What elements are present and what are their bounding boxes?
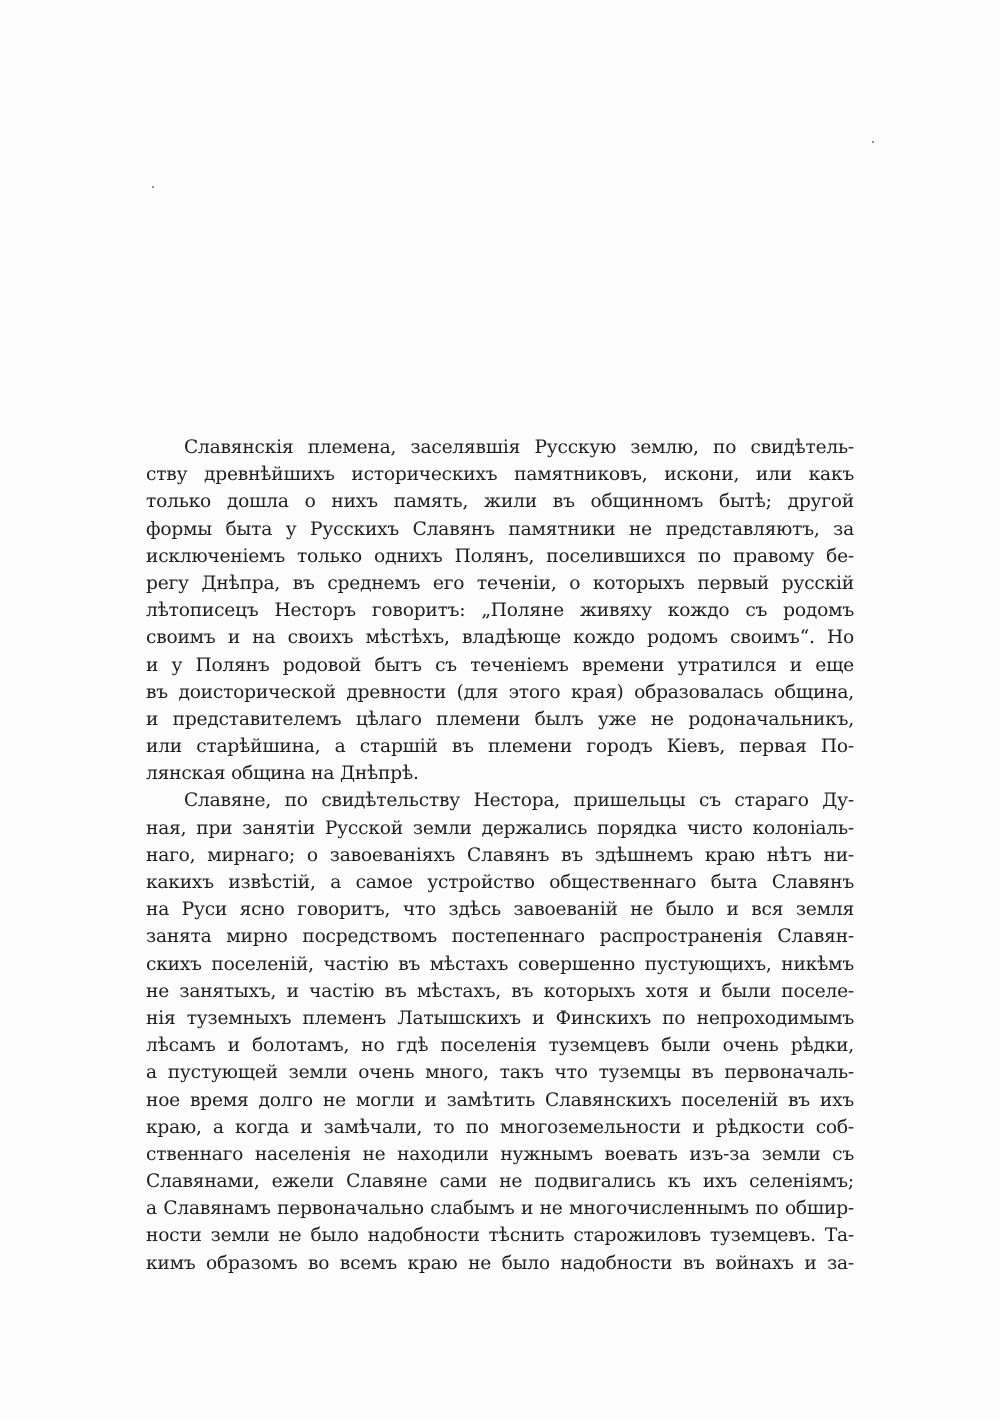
text-line: своимъ и на своихъ мѣстѣхъ, владѣюще кождо родомъ своимъ“. Но bbox=[146, 627, 854, 649]
text-line: или старѣйшина, а старшій въ племени городъ Кіевъ, первая По- bbox=[146, 736, 854, 758]
text-line: ное время долго не могли и замѣтить Славянскихъ поселеній въ ихъ bbox=[146, 1089, 854, 1111]
paragraph-1 bbox=[146, 434, 854, 787]
scan-speck bbox=[152, 186, 154, 188]
text-line: формы быта у Русскихъ Славянъ памятники не представляютъ, за bbox=[146, 518, 854, 540]
text-line: а Славянамъ первоначально слабымъ и не многочисленнымъ по обшир- bbox=[146, 1198, 854, 1220]
text-line: и у Полянъ родовой бытъ съ теченіемъ времени утратился и еще bbox=[146, 654, 854, 676]
text-line: не занятыхъ, и частію въ мѣстахъ, въ которыхъ хотя и были поселе- bbox=[146, 980, 854, 1002]
text-line: на Руси ясно говоритъ, что здѣсь завоеваній не было и вся земля bbox=[146, 899, 854, 921]
text-line: ственнаго населенія не находили нужнымъ воевать изъ-за земли съ bbox=[146, 1143, 854, 1165]
text-line: въ доисторической древности (для этого края) образовалась община, bbox=[146, 681, 854, 703]
text-line: лѣтописецъ Несторъ говоритъ: „Поляне живяху кождо съ родомъ bbox=[146, 600, 854, 622]
text-line: а пустующей земли очень много, такъ что туземцы въ первоначаль- bbox=[146, 1062, 854, 1084]
text-line: Славянами, ежели Славяне сами не подвигались къ ихъ селеніямъ; bbox=[146, 1171, 854, 1193]
text-line: лянская община на Днѣпрѣ. bbox=[146, 763, 419, 785]
text-line: какихъ извѣстій, а самое устройство общественнаго быта Славянъ bbox=[146, 872, 854, 893]
text-line: ству древнѣйшихъ историческихъ памятниковъ, искони, или какъ bbox=[146, 464, 854, 486]
body-text bbox=[146, 434, 854, 1277]
text-line: ная, при занятіи Русской земли держались порядка чисто колоніаль- bbox=[146, 817, 854, 839]
text-line: ности земли не было надобности тѣснить старожиловъ туземцевъ. Та- bbox=[146, 1225, 854, 1247]
text-line: скихъ поселеній, частію въ мѣстахъ совершенно пустующихъ, никѣмъ bbox=[146, 953, 854, 975]
text-line: только дошла о нихъ память, жили въ общинномъ бытѣ; другой bbox=[146, 491, 854, 513]
text-line: и представителемъ цѣлаго племени былъ уже не родоначальникъ, bbox=[146, 708, 854, 730]
text-line: нія туземныхъ племенъ Латышскихъ и Финскихъ по непроходимымъ bbox=[146, 1007, 854, 1029]
text-line: регу Днѣпра, въ среднемъ его теченіи, о которыхъ первый русскій bbox=[146, 572, 854, 594]
paragraph-2 bbox=[146, 787, 854, 1276]
text-line: кимъ образомъ во всемъ краю не было надобности въ войнахъ и за- bbox=[146, 1252, 854, 1274]
text-line: Славянскія племена, заселявшія Русскую землю, по свидѣтель- bbox=[184, 437, 854, 458]
text-line: исключеніемъ только однихъ Полянъ, поселившихся по правому бе- bbox=[146, 545, 854, 567]
text-line: наго, мирнаго; о завоеваніяхъ Славянъ въ здѣшнемъ краю нѣтъ ни- bbox=[146, 844, 854, 866]
scan-speck bbox=[872, 141, 874, 143]
text-line: лѣсамъ и болотамъ, но гдѣ поселенія туземцевъ были очень рѣдки, bbox=[146, 1035, 854, 1057]
text-line: занята мирно посредствомъ постепеннаго распространенія Славян- bbox=[146, 926, 854, 948]
text-line: краю, а когда и замѣчали, то по многоземельности и рѣдкости соб- bbox=[146, 1116, 854, 1138]
text-line: Славяне, по свидѣтельству Нестора, пришельцы съ стараго Ду- bbox=[184, 790, 854, 812]
